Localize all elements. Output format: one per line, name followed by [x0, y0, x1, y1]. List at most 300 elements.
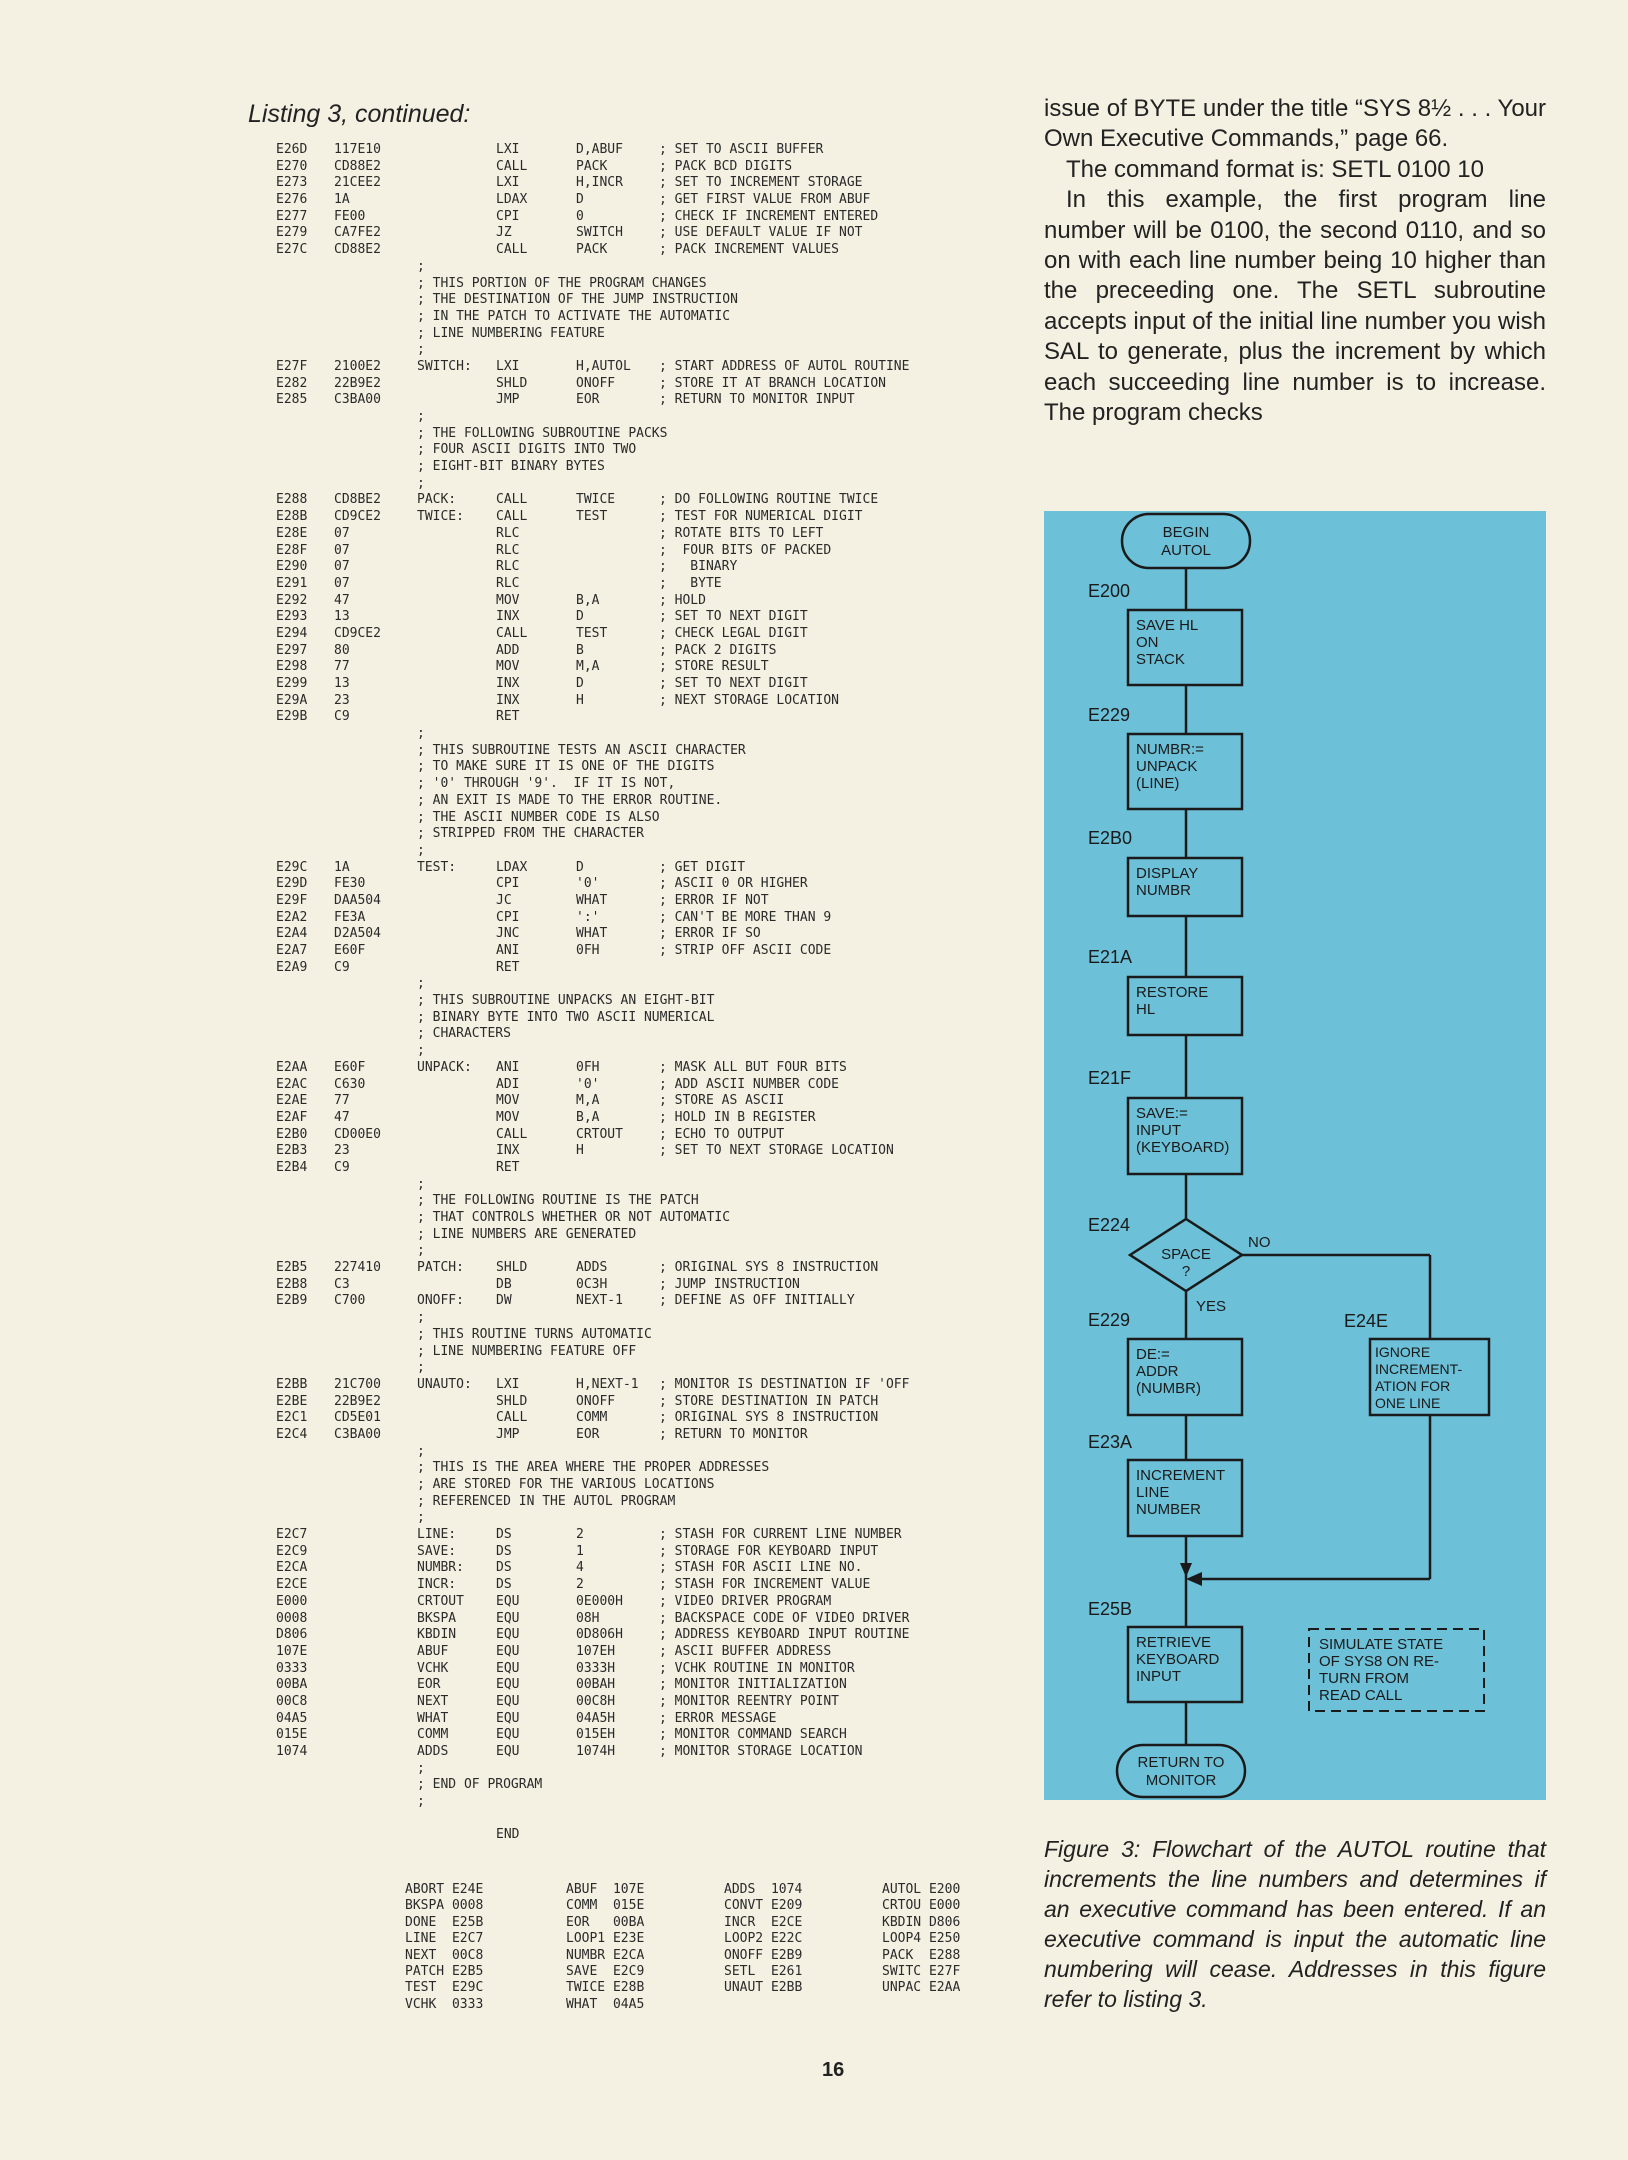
listing-line — [276, 1560, 1016, 1577]
listing-opcode: EQU — [496, 1593, 520, 1609]
listing-opcode: INX — [496, 1143, 520, 1159]
listing-line — [276, 1193, 1016, 1210]
listing-line — [276, 1677, 1016, 1694]
listing-address: E28B — [276, 509, 308, 525]
listing-comment-line: ; — [417, 842, 425, 858]
listing-line — [276, 1127, 1016, 1144]
annotation-line: TURN FROM — [1319, 1670, 1409, 1687]
listing-address: 1074 — [276, 1744, 308, 1759]
listing-comment-line: ; THIS ROUTINE TURNS AUTOMATIC — [417, 1326, 652, 1342]
listing-comment-line: ; FOUR ASCII DIGITS INTO TWO — [417, 442, 637, 458]
listing-line — [276, 476, 1016, 493]
listing-operand: CRTOUT — [576, 1126, 623, 1142]
symbol-entry: PACK E288 — [882, 1947, 961, 1963]
listing-operand: H — [576, 692, 584, 708]
listing-comment: ; SET TO NEXT STORAGE LOCATION — [659, 1143, 894, 1159]
listing-operand: SWITCH — [576, 225, 623, 241]
listing-operand: TEST — [576, 509, 608, 525]
listing-comment-line: ; THIS IS THE AREA WHERE THE PROPER ADDRESSES — [417, 1460, 770, 1476]
process-label-line: NUMBR — [1136, 882, 1191, 899]
listing-address: E273 — [276, 175, 308, 191]
listing-object-code: 07 — [334, 542, 350, 558]
listing-opcode: LXI — [496, 142, 520, 157]
process-label-line: (KEYBOARD) — [1136, 1139, 1230, 1156]
listing-operand: 0E000H — [576, 1593, 623, 1609]
listing-comment: ; STORAGE FOR KEYBOARD INPUT — [659, 1543, 879, 1559]
listing-comment: ; MONITOR INITIALIZATION — [659, 1677, 847, 1693]
listing-operand: PACK — [576, 158, 608, 174]
start-label-line: AUTOL — [1161, 542, 1211, 559]
listing-comment-line: ; END OF PROGRAM — [417, 1777, 543, 1793]
listing-comment-line: ; STRIPPED FROM THE CHARACTER — [417, 826, 644, 842]
listing-comment: ; BYTE — [659, 575, 722, 591]
step-address: E25B — [1088, 1599, 1133, 1619]
symbol-entry: UNAUT E2BB — [724, 1980, 803, 1996]
listing-opcode: SHLD — [496, 1393, 528, 1409]
listing-comment: ; MONITOR STORAGE LOCATION — [659, 1744, 863, 1759]
symbol-entry: PATCH E2B5 — [405, 1963, 484, 1979]
listing-comment: ; GET FIRST VALUE FROM ABUF — [659, 192, 871, 208]
listing-object-code: C9 — [334, 709, 350, 725]
listing-comment-line: ; THAT CONTROLS WHETHER OR NOT AUTOMATIC — [417, 1210, 731, 1225]
listing-opcode: RLC — [496, 575, 520, 591]
symbol-entry: DONE E25B — [405, 1914, 484, 1930]
listing-line — [276, 1143, 1016, 1160]
listing-label: TWICE: — [417, 509, 464, 525]
listing-line — [276, 893, 1016, 910]
listing-comment-line: ; — [417, 1794, 425, 1810]
listing-line — [276, 943, 1016, 960]
listing-line — [276, 910, 1016, 927]
listing-opcode: CALL — [496, 492, 528, 508]
listing-operand: PACK — [576, 242, 608, 258]
listing-object-code: CA7FE2 — [334, 225, 381, 241]
listing-line — [276, 1293, 1016, 1310]
listing-line — [276, 1594, 1016, 1611]
listing-address: E293 — [276, 609, 308, 625]
listing-operand: ONOFF — [576, 1393, 616, 1409]
listing-opcode: EQU — [496, 1693, 520, 1709]
listing-object-code: CD8BE2 — [334, 492, 381, 508]
listing-opcode: RET — [496, 1159, 520, 1175]
process-label-line: NUMBER — [1136, 1501, 1202, 1518]
symbol-entry: SWITC E27F — [882, 1963, 961, 1979]
listing-line — [276, 1177, 1016, 1194]
article-text — [1044, 94, 1546, 428]
listing-opcode: ANI — [496, 943, 520, 958]
listing-address: E29D — [276, 876, 308, 892]
listing-address: E2B5 — [276, 1260, 308, 1276]
listing-object-code: C3BA00 — [334, 392, 381, 408]
listing-opcode: ANI — [496, 1059, 520, 1075]
step-address: E21F — [1088, 1068, 1132, 1088]
listing-operand: H,AUTOL — [576, 358, 631, 374]
process-label-line: (LINE) — [1136, 775, 1180, 792]
listing-opcode: INX — [496, 692, 520, 708]
listing-line — [276, 743, 1016, 760]
listing-line — [276, 1727, 1016, 1744]
listing-comment-line: ; '0' THROUGH '9'. IF IT IS NOT, — [417, 776, 676, 792]
listing-opcode: RET — [496, 959, 520, 975]
merge-arrowhead — [1186, 1572, 1202, 1586]
listing-comment: ; STASH FOR ASCII LINE NO. — [659, 1560, 863, 1576]
listing-operand: ONOFF — [576, 375, 616, 391]
listing-comment: ; STRIP OFF ASCII CODE — [659, 943, 832, 958]
listing-address: E29C — [276, 859, 308, 875]
listing-comment-line: ; — [417, 726, 425, 742]
listing-operand: 0C3H — [576, 1276, 608, 1292]
listing-address: E282 — [276, 375, 308, 391]
listing-opcode: RLC — [496, 542, 520, 558]
listing-opcode: CPI — [496, 876, 520, 892]
listing-operand: 0333H — [576, 1660, 616, 1676]
process-label-line: INPUT — [1136, 1668, 1181, 1685]
listing-line — [276, 225, 1016, 242]
decision-label-line: ? — [1181, 1263, 1191, 1280]
listing-address: E2C1 — [276, 1410, 308, 1426]
listing-address: 107E — [276, 1643, 308, 1659]
listing-comment: ; MONITOR COMMAND SEARCH — [659, 1727, 847, 1743]
listing-comment: ; BINARY — [659, 559, 738, 575]
listing-line — [276, 793, 1016, 810]
listing-address: E2C9 — [276, 1543, 308, 1559]
listing-line — [276, 1460, 1016, 1477]
step-address: E23A — [1088, 1432, 1133, 1452]
listing-comment-line: ; THIS SUBROUTINE TESTS AN ASCII CHARACTER — [417, 742, 746, 758]
listing-address: 0333 — [276, 1660, 308, 1676]
listing-comment-line: ; — [417, 409, 425, 424]
listing-address: E27F — [276, 358, 308, 374]
listing-address: E2A2 — [276, 909, 308, 925]
listing-label: TEST: — [417, 859, 457, 875]
listing-comment-line: ; LINE NUMBERS ARE GENERATED — [417, 1226, 637, 1242]
listing-comment: ; STORE RESULT — [659, 659, 769, 675]
listing-opcode: DB — [496, 1276, 512, 1292]
listing-opcode: CALL — [496, 1410, 528, 1426]
listing-object-code: CD00E0 — [334, 1126, 381, 1142]
listing-line — [276, 1210, 1016, 1227]
listing-address: E2CE — [276, 1577, 308, 1593]
listing-address: E2A9 — [276, 959, 308, 975]
symbol-entry: TWICE E28B — [566, 1980, 645, 1996]
paragraph-2: The command format is: SETL 0100 10 — [1066, 155, 1484, 183]
symbol-entry: SAVE E2C9 — [566, 1963, 645, 1979]
listing-line — [276, 676, 1016, 693]
symbol-entry: LOOP4 E250 — [882, 1931, 961, 1947]
listing-line — [276, 1410, 1016, 1427]
listing-operand: 04A5H — [576, 1710, 616, 1726]
listing-operand: ':' — [576, 909, 600, 925]
listing-opcode: EQU — [496, 1660, 520, 1676]
listing-line — [276, 276, 1016, 293]
symbol-table-col-3 — [724, 1882, 802, 1997]
listing-label: INCR: — [417, 1577, 457, 1593]
listing-address: 00BA — [276, 1677, 308, 1693]
listing-address: E2AF — [276, 1109, 308, 1125]
listing-line — [276, 459, 1016, 476]
listing-opcode: LXI — [496, 1376, 520, 1392]
listing-opcode: CALL — [496, 1126, 528, 1142]
listing-line — [276, 1527, 1016, 1544]
listing-comment: ; ADDRESS KEYBOARD INPUT ROUTINE — [659, 1627, 910, 1643]
listing-address: E2A7 — [276, 943, 308, 958]
start-terminal — [1122, 514, 1250, 568]
listing-opcode: MOV — [496, 659, 520, 675]
decision-label-line: SPACE — [1161, 1246, 1211, 1263]
listing-operand: H,NEXT-1 — [576, 1376, 639, 1392]
listing-line — [276, 175, 1016, 192]
listing-operand: 00BAH — [576, 1677, 616, 1693]
listing-line — [276, 609, 1016, 626]
listing-operand: EOR — [576, 1426, 600, 1442]
listing-object-code: 2100E2 — [334, 358, 381, 374]
listing-comment: ; STORE IT AT BRANCH LOCATION — [659, 375, 886, 391]
listing-comment-line: ; THE FOLLOWING ROUTINE IS THE PATCH — [417, 1193, 699, 1209]
listing-opcode: CALL — [496, 625, 528, 641]
listing-opcode: CPI — [496, 208, 520, 224]
listing-comment: ; ROTATE BITS TO LEFT — [659, 525, 824, 541]
process-label-line: LINE — [1136, 1484, 1170, 1501]
listing-operand: D — [576, 676, 584, 691]
listing-line — [276, 976, 1016, 993]
listing-object-code: 13 — [334, 676, 350, 691]
page-number: 16 — [822, 2059, 845, 2081]
listing-operand: M,A — [576, 1093, 600, 1109]
listing-opcode: CALL — [496, 242, 528, 258]
listing-line — [276, 1827, 1016, 1844]
listing-comment: ; PACK INCREMENT VALUES — [659, 242, 840, 258]
listing-comment: ; ASCII 0 OR HIGHER — [659, 876, 808, 892]
listing-comment: ; NEXT STORAGE LOCATION — [659, 692, 840, 708]
listing-title: Listing 3, continued: — [248, 100, 471, 128]
listing-object-code: 22B9E2 — [334, 375, 381, 391]
listing-line — [276, 426, 1016, 443]
listing-operand: B — [576, 642, 584, 658]
listing-address: E27C — [276, 242, 308, 258]
listing-opcode: LDAX — [496, 859, 528, 875]
listing-address: 04A5 — [276, 1710, 308, 1726]
listing-object-code: FE3A — [334, 909, 366, 925]
listing-comment: ; CAN'T BE MORE THAN 9 — [659, 909, 832, 925]
listing-object-code: CD88E2 — [334, 242, 381, 258]
listing-line — [276, 526, 1016, 543]
listing-comment-line: ; IN THE PATCH TO ACTIVATE THE AUTOMATIC — [417, 308, 731, 324]
symbol-entry: NEXT 00C8 — [405, 1947, 484, 1963]
listing-line — [276, 1043, 1016, 1060]
listing-object-code: C9 — [334, 1159, 350, 1175]
symbol-entry: LINE E2C7 — [405, 1931, 484, 1947]
step-address: E229 — [1088, 705, 1131, 725]
listing-address: E294 — [276, 625, 308, 641]
listing-line — [276, 1243, 1016, 1260]
listing-line — [276, 1310, 1016, 1327]
listing-object-code: 47 — [334, 592, 350, 608]
listing-object-code: E60F — [334, 943, 366, 958]
listing-opcode: RLC — [496, 559, 520, 575]
flowchart-figure — [1044, 511, 1546, 1800]
listing-object-code: CD5E01 — [334, 1410, 381, 1426]
symbol-entry: ONOFF E2B9 — [724, 1947, 803, 1963]
listing-opcode: END — [496, 1827, 520, 1843]
listing-label: BKSPA — [417, 1610, 457, 1626]
listing-comment-line: ; THIS SUBROUTINE UNPACKS AN EIGHT-BIT — [417, 993, 715, 1009]
listing-comment: ; STASH FOR INCREMENT VALUE — [659, 1577, 871, 1593]
listing-opcode: INX — [496, 676, 520, 691]
branch-label-line: ONE LINE — [1375, 1395, 1441, 1411]
yes-label: YES — [1196, 1298, 1227, 1315]
listing-operand: 1074H — [576, 1744, 616, 1759]
listing-opcode: JC — [496, 892, 512, 908]
listing-line — [276, 709, 1016, 726]
listing-operand: 0 — [576, 208, 584, 224]
listing-opcode: RLC — [496, 525, 520, 541]
listing-address: E2BE — [276, 1393, 308, 1409]
listing-label: SAVE: — [417, 1543, 457, 1559]
listing-address: E29F — [276, 892, 308, 908]
listing-line — [276, 259, 1016, 276]
listing-line — [276, 1377, 1016, 1394]
listing-comment: ; GET DIGIT — [659, 859, 746, 875]
listing-object-code: C9 — [334, 959, 350, 975]
listing-opcode: LXI — [496, 358, 520, 374]
listing-address: D806 — [276, 1627, 308, 1643]
listing-address: E270 — [276, 158, 308, 174]
figure-caption-text: Figure 3: Flowchart of the AUTOL routine that increments the line numbers and determines if an executive command has been entered. If an executive command is input the automatic line numbering will cease. Addresses in this figure refer to listing 3. — [1044, 1836, 1546, 2012]
listing-line — [276, 1644, 1016, 1661]
symbol-entry: EOR 00BA — [566, 1914, 645, 1930]
listing-comment: ; FOUR BITS OF PACKED — [659, 542, 832, 558]
listing-address: E2B9 — [276, 1293, 308, 1309]
listing-comment-line: ; — [417, 1176, 425, 1192]
listing-opcode: ADI — [496, 1076, 520, 1092]
listing-line — [276, 359, 1016, 376]
listing-operand: 0FH — [576, 943, 600, 958]
listing-comment: ; STORE DESTINATION IN PATCH — [659, 1393, 879, 1409]
listing-address: 00C8 — [276, 1693, 308, 1709]
listing-opcode: LDAX — [496, 192, 528, 208]
listing-address: E277 — [276, 208, 308, 224]
figure-caption — [1044, 1834, 1546, 2014]
listing-opcode: JNC — [496, 926, 520, 942]
listing-comment: ; DO FOLLOWING ROUTINE TWICE — [659, 492, 879, 508]
listing-operand: 00C8H — [576, 1693, 616, 1709]
listing-address: E2A4 — [276, 926, 308, 942]
listing-operand: WHAT — [576, 892, 608, 908]
listing-line — [276, 1744, 1016, 1761]
listing-address: E28F — [276, 542, 308, 558]
symbol-entry: VCHK 0333 — [405, 1996, 484, 2012]
listing-comment: ; ORIGINAL SYS 8 INSTRUCTION — [659, 1260, 879, 1276]
listing-operand: 08H — [576, 1610, 600, 1626]
listing-comment: ; VCHK ROUTINE IN MONITOR — [659, 1660, 855, 1676]
branch-label-line: ATION FOR — [1375, 1378, 1451, 1394]
listing-label: NEXT — [417, 1693, 449, 1709]
listing-line — [276, 1611, 1016, 1628]
listing-object-code: E60F — [334, 1059, 366, 1075]
process-label-line: STACK — [1136, 651, 1185, 668]
listing-object-code: 13 — [334, 609, 350, 625]
listing-comment: ; DEFINE AS OFF INITIALLY — [659, 1293, 855, 1309]
listing-label: ONOFF: — [417, 1293, 464, 1309]
listing-object-code: 47 — [334, 1109, 350, 1125]
listing-line — [276, 726, 1016, 743]
listing-comment-line: ; — [417, 1760, 425, 1776]
listing-opcode: EQU — [496, 1710, 520, 1726]
listing-address: E297 — [276, 642, 308, 658]
listing-address: E279 — [276, 225, 308, 241]
listing-opcode: DS — [496, 1577, 512, 1593]
listing-operand: TWICE — [576, 492, 616, 508]
listing-comment: ; ERROR IF SO — [659, 926, 761, 942]
listing-comment-line: ; LINE NUMBERING FEATURE OFF — [417, 1343, 637, 1359]
assembly-listing — [276, 142, 1016, 1844]
listing-address: E2CA — [276, 1560, 308, 1576]
listing-object-code: CD9CE2 — [334, 625, 381, 641]
listing-comment: ; ADD ASCII NUMBER CODE — [659, 1076, 840, 1092]
listing-line — [276, 1160, 1016, 1177]
listing-object-code: 21CEE2 — [334, 175, 381, 191]
listing-label: NUMBR: — [417, 1560, 464, 1576]
symbol-entry: BKSPA 0008 — [405, 1898, 484, 1914]
listing-label: ADDS — [417, 1744, 449, 1759]
listing-address: E2AE — [276, 1093, 308, 1109]
listing-address: E2B3 — [276, 1143, 308, 1159]
process-label-line: DISPLAY — [1136, 865, 1199, 882]
listing-comment: ; BACKSPACE CODE OF VIDEO DRIVER — [659, 1610, 910, 1626]
listing-line — [276, 776, 1016, 793]
listing-label: WHAT — [417, 1710, 449, 1726]
listing-comment: ; START ADDRESS OF AUTOL ROUTINE — [659, 358, 910, 374]
listing-comment: ; STORE AS ASCII — [659, 1093, 785, 1109]
listing-address: E26D — [276, 142, 308, 157]
listing-comment: ; PACK 2 DIGITS — [659, 642, 777, 658]
listing-opcode: EQU — [496, 1643, 520, 1659]
listing-line — [276, 593, 1016, 610]
listing-opcode: JZ — [496, 225, 512, 241]
listing-operand: 2 — [576, 1577, 584, 1593]
listing-line — [276, 1026, 1016, 1043]
listing-address: E2AA — [276, 1059, 308, 1075]
listing-label: UNAUTO: — [417, 1376, 472, 1392]
listing-line — [276, 1327, 1016, 1344]
listing-line — [276, 559, 1016, 576]
listing-object-code: 227410 — [334, 1260, 381, 1276]
listing-opcode: MOV — [496, 592, 520, 608]
listing-object-code: D2A504 — [334, 926, 381, 942]
listing-address: E29B — [276, 709, 308, 725]
listing-line — [276, 1544, 1016, 1561]
process-label-line: ADDR — [1136, 1363, 1179, 1380]
symbol-entry: LOOP1 E23E — [566, 1931, 645, 1947]
listing-address: E000 — [276, 1593, 308, 1609]
listing-address: 015E — [276, 1727, 308, 1743]
listing-label: PATCH: — [417, 1260, 464, 1276]
listing-operand: ADDS — [576, 1260, 608, 1276]
listing-address: E290 — [276, 559, 308, 575]
listing-line — [276, 142, 1016, 159]
listing-comment: ; SET TO INCREMENT STORAGE — [659, 175, 863, 191]
listing-object-code: C700 — [334, 1293, 366, 1309]
listing-opcode: DS — [496, 1543, 512, 1559]
listing-label: SWITCH: — [417, 358, 472, 374]
listing-operand: H — [576, 1143, 584, 1159]
listing-object-code: C3 — [334, 1276, 350, 1292]
listing-label: UNPACK: — [417, 1059, 472, 1075]
listing-line — [276, 1794, 1016, 1811]
listing-operand: D — [576, 859, 584, 875]
listing-operand: EOR — [576, 392, 600, 408]
listing-line — [276, 209, 1016, 226]
